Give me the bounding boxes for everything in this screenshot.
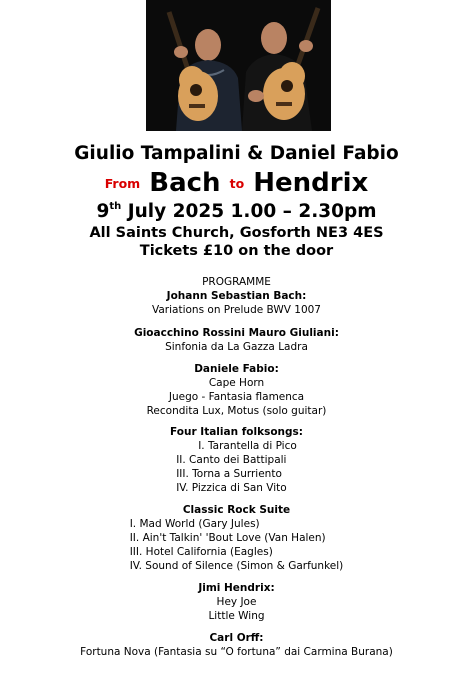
date-rest: July 2025 1.00 – 2.30pm [121,201,377,222]
programme-section-fabio [0,362,473,418]
section-item: Little Wing [208,610,265,622]
programme-section-orff [0,631,473,659]
section-item: Recondita Lux, Motus (solo guitar) [146,405,327,417]
guitarists-photo-icon [146,0,331,131]
programme-heading: PROGRAMME [202,276,271,288]
programme-section-rock-suite [0,503,473,573]
tickets-info: Tickets £10 on the door [139,243,334,259]
section-item: Cape Horn [208,377,265,389]
rock-suite-list [130,517,344,573]
section-item: Hey Joe [216,596,257,608]
section-title: Jimi Hendrix: [198,582,275,594]
performer-names: Giulio Tampalini & Daniel Fabio [74,143,399,164]
date-suffix: th [109,201,122,212]
title-bach: Bach [149,168,221,198]
section-title: Daniele Fabio: [194,363,279,375]
section-item: I. Tarantella di Pico [198,440,297,452]
title-to: to [229,176,245,191]
section-item: II. Ain't Talkin' 'Bout Love (Van Halen) [129,532,326,544]
programme-section-hendrix [0,581,473,623]
section-title: Four Italian folksongs: [170,426,303,438]
section-item: III. Torna a Surriento [176,468,282,480]
section-item: II. Canto dei Battipali [176,454,287,466]
section-item: I. Mad World (Gary Jules) [129,518,260,530]
title-from: From [104,176,141,191]
performers-photo [146,0,331,131]
section-item: IV. Sound of Silence (Simon & Garfunkel) [129,560,344,572]
section-item: III. Hotel California (Eagles) [129,546,273,558]
programme-section-rossini [0,326,473,354]
section-title: Classic Rock Suite [182,504,291,516]
section-item: Variations on Prelude BWV 1007 [152,304,321,316]
folksong-list [176,439,297,495]
title-hendrix: Hendrix [253,168,369,198]
date-day: 9 [96,201,110,222]
programme-section-bach [0,289,473,317]
concert-date [0,201,473,222]
venue: All Saints Church, Gosforth NE3 4ES [89,225,384,241]
section-title: Carl Orff: [209,632,264,644]
section-item: IV. Pizzica di San Vito [176,482,287,494]
section-item: Sinfonia da La Gazza Ladra [165,341,308,353]
section-item: Juego - Fantasia flamenca [168,391,305,403]
concert-title [0,166,473,201]
programme-section-folksongs [0,425,473,495]
section-title: Gioacchino Rossini Mauro Giuliani: [134,327,339,339]
section-title: Johann Sebastian Bach: [166,290,307,302]
section-item: Fortuna Nova (Fantasia su “O fortuna” dai Carmina Burana) [80,646,393,658]
